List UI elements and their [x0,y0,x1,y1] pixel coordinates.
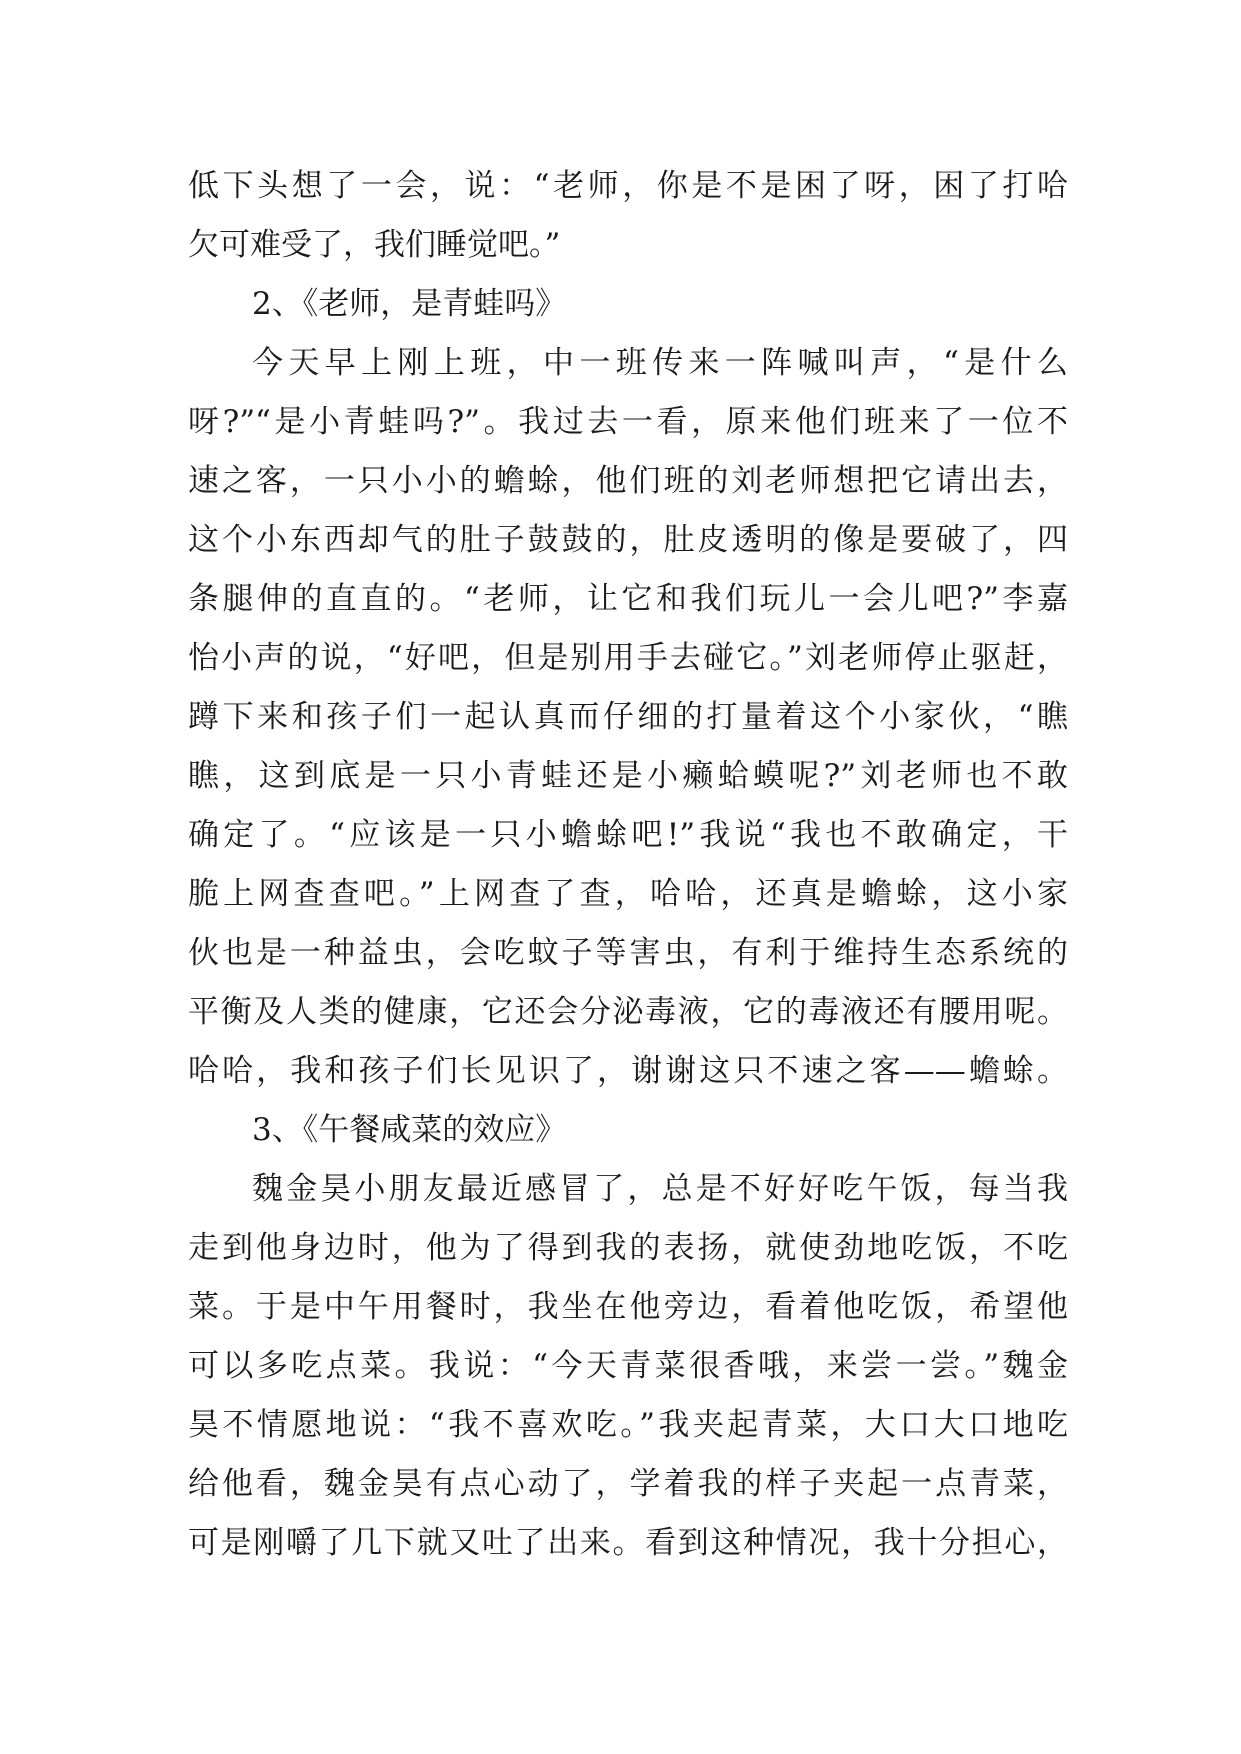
section-heading: 2、《老师，是青蛙吗》 [252,286,567,322]
document-body [188,157,1068,1573]
section-heading: 3、《午餐咸菜的效应》 [252,1112,567,1148]
text-line: 欠可难受了，我们睡觉吧。” [188,227,561,263]
text-line: 速之客，一只小小的蟾蜍，他们班的刘老师想把它请出去， [188,463,1068,499]
text-line: 昊不情愿地说：“我不喜欢吃。”我夹起青菜，大口大口地吃 [188,1407,1068,1443]
text-line: 低下头想了一会，说：“老师，你是不是困了呀，困了打哈 [188,168,1068,204]
text-line: 瞧，这到底是一只小青蛙还是小癞蛤蟆呢?”刘老师也不敢 [188,758,1068,794]
text-line: 蹲下来和孩子们一起认真而仔细的打量着这个小家伙，“瞧 [188,699,1068,735]
text-line: 给他看，魏金昊有点心动了，学着我的样子夹起一点青菜， [188,1466,1068,1502]
text-line: 哈哈，我和孩子们长见识了，谢谢这只不速之客——蟾蜍。 [188,1053,1068,1089]
text-line: 菜。于是中午用餐时，我坐在他旁边，看着他吃饭，希望他 [188,1289,1068,1325]
text-line: 可以多吃点菜。我说：“今天青菜很香哦，来尝一尝。”魏金 [188,1348,1068,1384]
text-line: 脆上网查查吧。”上网查了查，哈哈，还真是蟾蜍，这小家 [188,876,1068,912]
text-line: 这个小东西却气的肚子鼓鼓的，肚皮透明的像是要破了，四 [188,522,1068,558]
text-line: 确定了。“应该是一只小蟾蜍吧!”我说“我也不敢确定，干 [188,817,1068,853]
text-line: 魏金昊小朋友最近感冒了，总是不好好吃午饭，每当我 [252,1171,1068,1207]
text-line: 走到他身边时，他为了得到我的表扬，就使劲地吃饭，不吃 [188,1230,1068,1266]
text-line: 今天早上刚上班，中一班传来一阵喊叫声，“是什么 [252,345,1068,381]
text-line: 条腿伸的直直的。“老师，让它和我们玩儿一会儿吧?”李嘉 [188,581,1068,617]
text-line: 怡小声的说，“好吧，但是别用手去碰它。”刘老师停止驱赶， [188,640,1068,676]
text-line: 平衡及人类的健康，它还会分泌毒液，它的毒液还有腰用呢。 [188,994,1068,1030]
text-line: 伙也是一种益虫，会吃蚊子等害虫，有利于维持生态系统的 [188,935,1068,971]
text-line: 呀?”“是小青蛙吗?”。我过去一看，原来他们班来了一位不 [188,404,1068,440]
text-line: 可是刚嚼了几下就又吐了出来。看到这种情况，我十分担心， [188,1525,1068,1561]
